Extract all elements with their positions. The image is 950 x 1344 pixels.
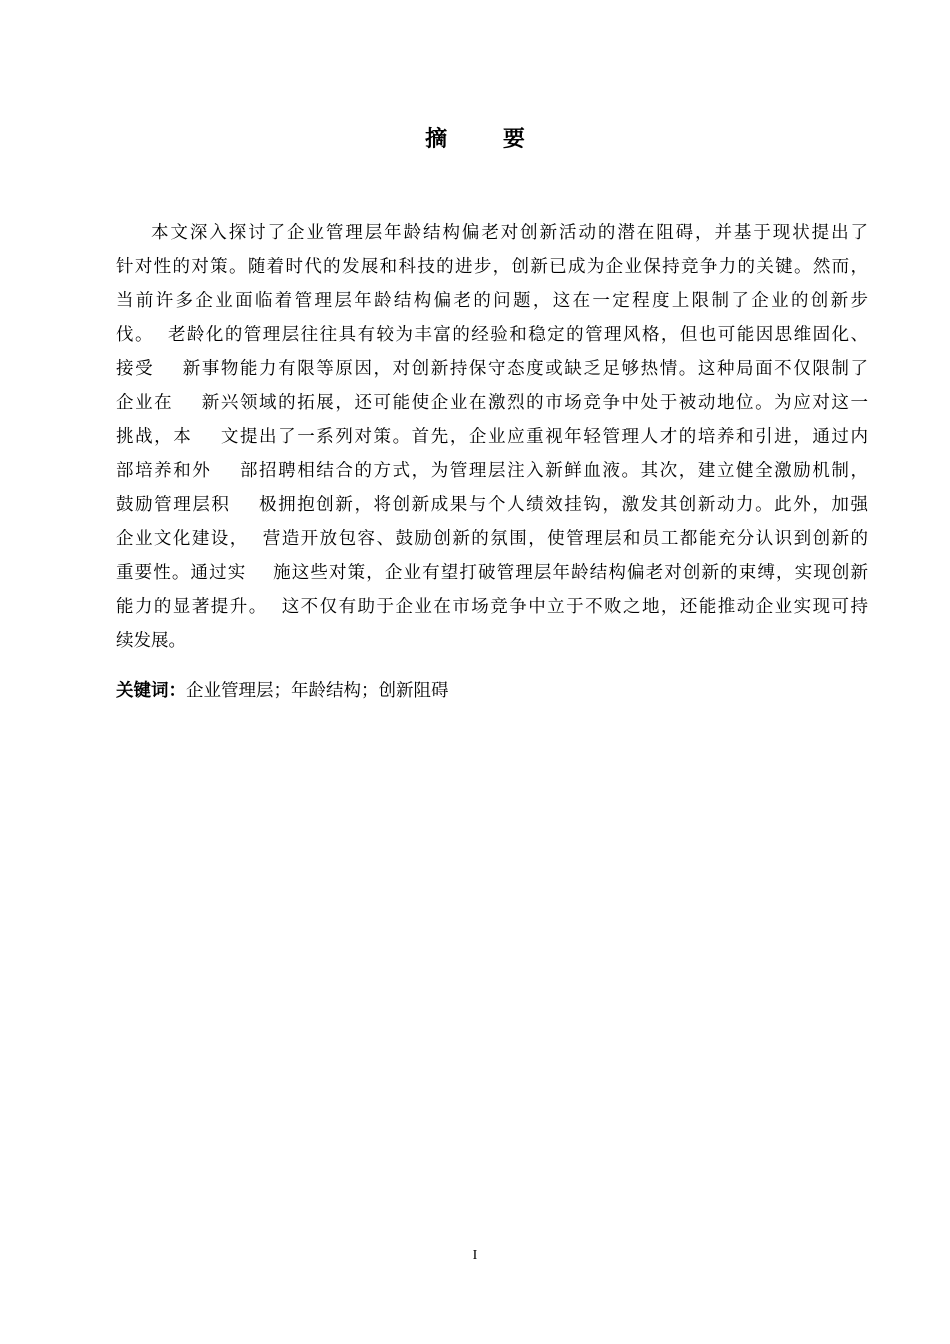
abstract-line: 当前许多企业面临着管理层年龄结构偏老的问题，这在一定程度上限制了企业的创新步 (116, 291, 868, 311)
page-title: 摘 要 (425, 127, 549, 152)
abstract-line: 伐。 老龄化的管理层往往具有较为丰富的经验和稳定的管理风格，但也可能因思维固化、 (116, 325, 868, 345)
abstract-line: 部培养和外 部招聘相结合的方式，为管理层注入新鲜血液。其次，建立健全激励机制， (116, 461, 868, 481)
abstract-line: 重要性。通过实 施这些对策，企业有望打破管理层年龄结构偏老对创新的束缚，实现创新 (116, 563, 868, 583)
abstract-body (116, 216, 868, 658)
keywords-row (116, 674, 449, 708)
abstract-line: 续发展。 (116, 631, 186, 651)
abstract-line: 能力的显著提升。 这不仅有助于企业在市场竞争中立于不败之地，还能推动企业实现可持 (116, 597, 868, 617)
page-number: I (472, 1248, 478, 1263)
abstract-line: 挑战，本 文提出了一系列对策。首先，企业应重视年轻管理人才的培养和引进，通过内 (116, 427, 868, 447)
abstract-line: 针对性的对策。随着时代的发展和科技的进步，创新已成为企业保持竞争力的关键。然而， (116, 257, 868, 277)
abstract-line: 本文深入探讨了企业管理层年龄结构偏老对创新活动的潜在阻碍，并基于现状提出了 (151, 223, 868, 243)
abstract-line: 企业文化建设， 营造开放包容、鼓励创新的氛围，使管理层和员工都能充分认识到创新的 (116, 529, 868, 549)
abstract-line: 鼓励管理层积 极拥抱创新，将创新成果与个人绩效挂钩，激发其创新动力。此外，加强 (116, 495, 868, 515)
keywords-value: 企业管理层；年龄结构；创新阻碍 (186, 681, 449, 701)
keywords-label: 关键词： (116, 681, 186, 701)
abstract-line: 接受 新事物能力有限等原因，对创新持保守态度或缺乏足够热情。这种局面不仅限制了 (116, 359, 868, 379)
abstract-line: 企业在 新兴领域的拓展，还可能使企业在激烈的市场竞争中处于被动地位。为应对这一 (116, 393, 868, 413)
